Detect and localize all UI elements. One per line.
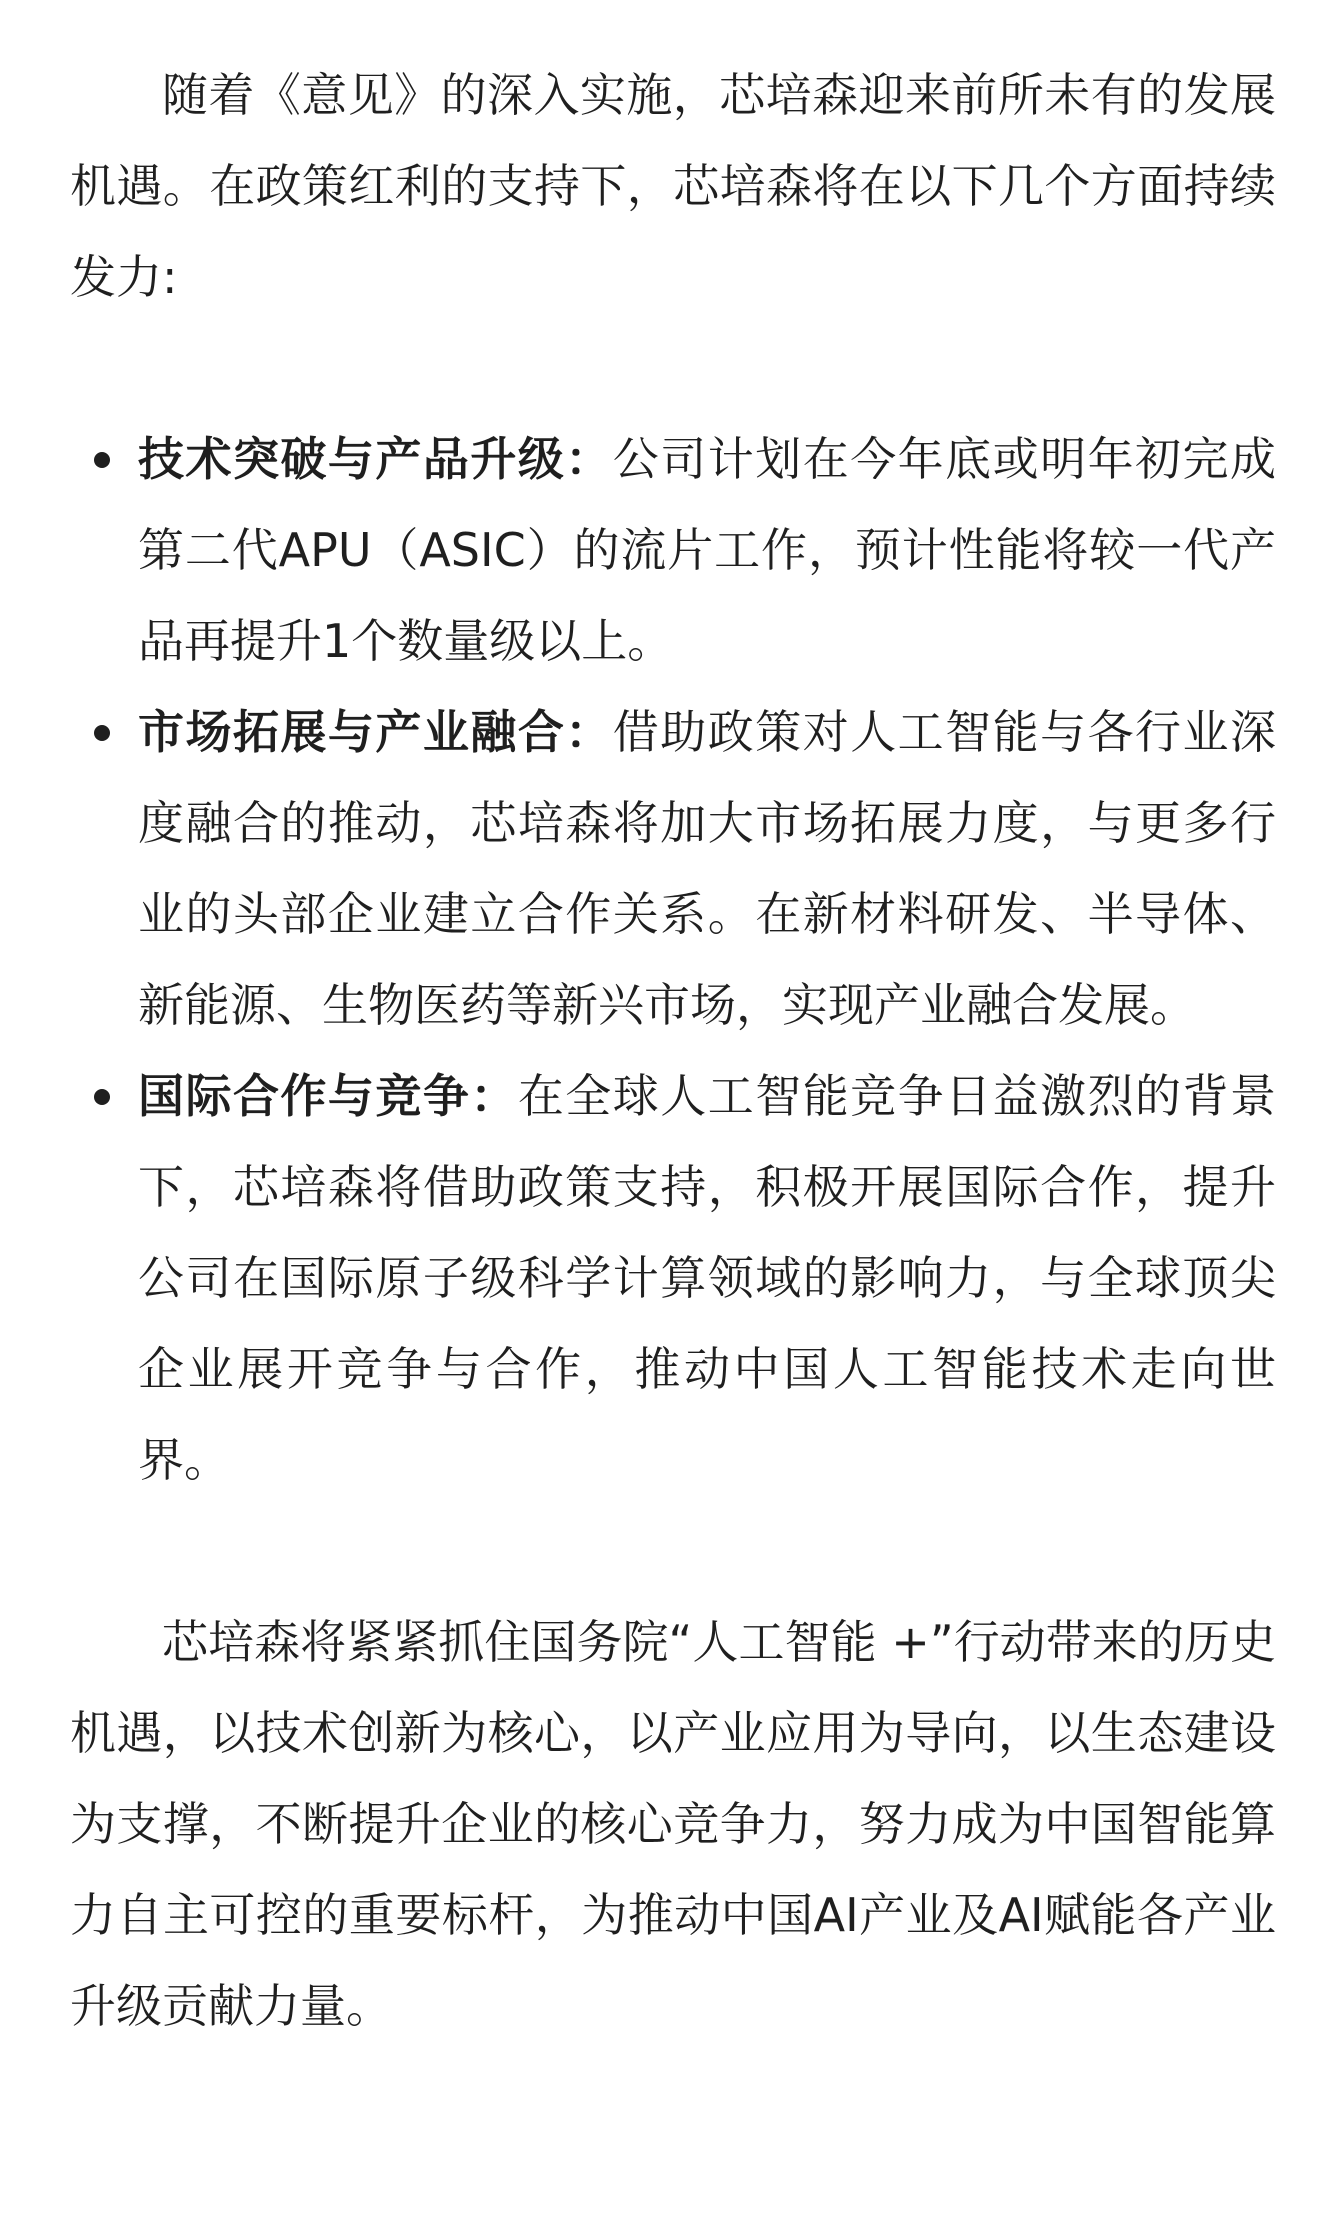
bullet-title: 市场拓展与产业融合： <box>138 705 613 759</box>
bullet-item-international <box>70 1051 1276 1506</box>
bullet-text: 在全球人工智能竞争日益激烈的背景下，芯培森将借助政策支持，积极开展国际合作，提升公司在国际原子级科学计算领域的影响力，与全球顶尖企业展开竞争与合作，推动中国人工智能技术走向世界。 <box>138 1069 1277 1487</box>
bullet-text: 借助政策对人工智能与各行业深度融合的推动，芯培森将加大市场拓展力度，与更多行业的头部企业建立合作关系。在新材料研发、半导体、新能源、生物医药等新兴市场，实现产业融合发展。 <box>138 705 1277 1032</box>
conclusion-paragraph: 芯培森将紧紧抓住国务院“人工智能 +”行动带来的历史机遇，以技术创新为核心，以产业应用为导向，以生态建设为支撑，不断提升企业的核心竞争力，努力成为中国智能算力自主可控的重要标杆，为推动中国AI产业及AI赋能各产业升级贡献力量。 <box>70 1615 1276 2033</box>
bullet-dot-icon <box>94 1089 110 1105</box>
bullet-list <box>70 414 1276 1506</box>
bullet-dot-icon <box>94 452 110 468</box>
bullet-item-tech <box>70 414 1276 687</box>
bullet-title: 技术突破与产品升级： <box>138 432 613 486</box>
bullet-text: 公司计划在今年底或明年初完成第二代APU（ASIC）的流片工作，预计性能将较一代产品再提升1个数量级以上。 <box>138 432 1277 668</box>
paragraph-spacer <box>70 323 1276 414</box>
intro-paragraph: 随着《意见》的深入实施，芯培森迎来前所未有的发展机遇。在政策红利的支持下，芯培森将在以下几个方面持续发力: <box>70 68 1276 304</box>
paragraph-spacer <box>70 1506 1276 1597</box>
bullet-dot-icon <box>94 725 110 741</box>
article-body <box>70 50 1276 2052</box>
bullet-title: 国际合作与竞争： <box>138 1069 518 1123</box>
bullet-item-market <box>70 687 1276 1051</box>
